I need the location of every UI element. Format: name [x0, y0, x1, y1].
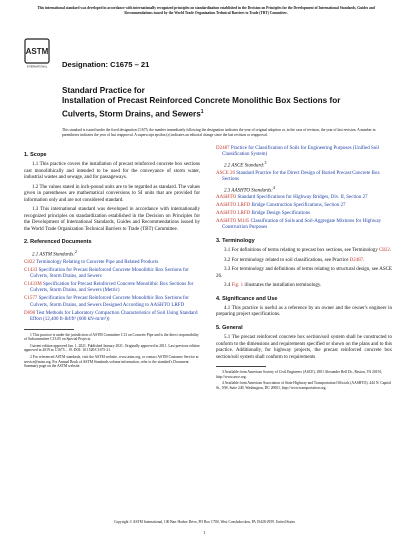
para-4-1: 4.1 This practice is useful as a reference by an owner and the owner's engineer in preparing project specifications.	[216, 305, 392, 318]
para-1-3: 1.3 This international standard was developed in accordance with internationally recognized principles on standardization established in the Decision on Principles for the Development of International Standards, Guides and Recommendations issued by the World Trade Organization Technical Barriers to Trade (TBT) Committee.	[24, 207, 200, 232]
section-3-heading: 3. Terminology	[216, 237, 255, 244]
reference-item[interactable]: C1433M Specification for Precast Reinforced Concrete Monolithic Box Sections for Culverts, Storm Drains, and Sewers (Metric)	[24, 281, 194, 294]
footnote-1: 1 This practice is under the jurisdiction of ASTM Committee C13 on Concrete Pipe and is the direct responsibility of Subcommittee C13.05 on Special Projects.	[24, 332, 199, 342]
footnote-4: 4 Available from American Association of State Highway and Transportation Officials (AASHTO), 444 N. Capitol St., NW, Suite 249, Washington, DC 20001, http://www.transportation.org.	[216, 381, 392, 390]
document-title	[62, 86, 362, 120]
title-footnote-mark: 1	[200, 108, 204, 115]
asce-standard-label: 2.2 ASCE Standard:$^3$	[224, 160, 267, 170]
link-d2487[interactable]: D2487	[349, 257, 364, 263]
svg-text:INTERNATIONAL: INTERNATIONAL	[26, 65, 48, 69]
reference-item[interactable]: C822 Terminology Relating to Concrete Pipe and Related Products	[24, 259, 159, 265]
para-3-1: 3.1 For definitions of terms relating to precast box sections, see Terminology C822.	[224, 248, 392, 254]
reference-item[interactable]: ASCE 26 Standard Practice for the Direct Design of Buried Precast Concrete Box Sections	[216, 170, 380, 182]
para-1-2: 1.2 The values stated in inch-pound units are to be regarded as standard. The values given in parentheses are mathematical conversions to SI units that are provided for information only and are not considered standard.	[24, 184, 200, 203]
link-c822[interactable]: C822	[379, 248, 390, 254]
section-2-heading: 2. Referenced Documents	[24, 238, 92, 245]
page-number: 1	[203, 530, 206, 535]
reference-item[interactable]: D2487 Practice for Classification of Soils for Engineering Purposes (Unified Soil Classification System)	[216, 146, 380, 158]
section-4-heading: 4. Significance and Use	[216, 295, 278, 302]
section-1-heading: 1. Scope	[24, 152, 47, 158]
reference-item[interactable]: AASHTO LRFD Bridge Construction Specifications, Section 27	[216, 202, 346, 208]
footnote-3: 3 Available from American Society of Civil Engineers (ASCE), 1801 Alexander Bell Dr., Reston, VA 20191, http://www.asce.org.	[216, 370, 383, 379]
footnote-1-edition: Current edition approved Jan. 1, 2021. Published January 2021. Originally approved in 2011. Last previous edition approved in 2019 as C1675 – 19. DOI: 10.1520/C1675-21.	[24, 343, 200, 353]
footnote-2: 2 For referenced ASTM standards, visit the ASTM website, www.astm.org, or contact ASTM Customer Service at service@astm.org. For Annual Book of ASTM Standards volume information, refer to the standard's Document Summary page on the ASTM website.	[24, 355, 199, 369]
footnote-divider	[24, 329, 74, 330]
title-line-1: Standard Practice for	[62, 86, 145, 95]
svg-text:ASTM: ASTM	[25, 47, 49, 56]
aashto-standards-label: 2.3 AASHTO Standards:$^4$	[224, 184, 276, 194]
astm-reference-list	[24, 260, 200, 324]
para-1-1: 1.1 This practice covers the installation of precast reinforced concrete box sections cast monolithically and intended to be used for the conveyance of storm water, industrial wastes and sewage, and for passageways.	[24, 162, 200, 181]
standard-issue-note: This standard is issued under the fixed designation C1675; the number immediately following the designation indicates the year of original adoption or, in the case of revision, the year of last revision. A number in parentheses indicates the year of last reapproval. A superscript epsilon (ε) indicates an editorial change since the last revision or reapproval.	[62, 128, 376, 137]
reference-item[interactable]: AASHTO LRFD Bridge Design Specifications	[216, 210, 311, 216]
reference-item[interactable]: D698 Test Methods for Laboratory Compaction Characteristics of Soil Using Standard Effort (12,400 ft-lbf/ft³ (600 kN-m/m³))	[24, 310, 198, 323]
section-5-heading: 5. General	[216, 324, 243, 331]
astm-standards-label: 2.1 ASTM Standards:$^2$	[32, 249, 77, 259]
reference-item[interactable]: C1433 Specification for Precast Reinforced Concrete Monolithic Box Sections for Culverts, Storm Drains, and Sewers	[24, 267, 189, 279]
reference-item[interactable]: C1577 Specification for Precast Reinforced Concrete Monolithic Box Sections for Culverts, Storm Drains, and Sewers Designed According to AASHTO LRFD	[24, 296, 189, 308]
astm-logo-icon	[24, 38, 50, 69]
footnote-divider	[216, 366, 266, 367]
para-3-4: 3.4 Fig. 1 illustrates the installation terminology.	[224, 283, 322, 289]
left-column	[24, 146, 200, 371]
link-fig-1[interactable]: Fig. 1	[231, 283, 244, 289]
title-line-2	[62, 96, 362, 120]
designation: Designation: C1675 – 21	[62, 60, 150, 69]
right-column	[216, 146, 392, 393]
para-3-2: 3.2 For terminology related to soil classifications, see Practice D2487.	[224, 257, 365, 263]
reference-item[interactable]: AASHTO M145 Classification of Soils and Soil-Aggregate Mixtures for Highway Construction Purposes	[216, 218, 382, 231]
international-standard-note: This international standard was developed in accordance with internationally recognized principles on standardization established in the Decision on Principles for the Development of International Standards, Guides and Recommendations issued by the World Trade Organization Technical Barriers to Trade (TBT) Committee.	[37, 6, 375, 15]
title-main: Installation of Precast Reinforced Concrete Monolithic Box Sections for Culverts, Storm Drains, and Sewers	[62, 96, 341, 119]
copyright-footer: Copyright © ASTM International, 100 Barr Harbor Drive, PO Box C700, West Conshohocken, PA 19428-2959. United States	[113, 520, 296, 524]
para-3-3: 3.3 For terminology and definitions of terms relating to structural design, see ASCE 26.	[216, 267, 392, 279]
reference-item[interactable]: AASHTO Standard Specifications for Highway Bridges, Div. II, Section 27	[216, 195, 368, 201]
para-5-1: 5.1 The precast reinforced concrete box section/soil system shall be constructed to conform to the dimensions and requirements specified or shown on the plans and to this practice. Additionally, for highway projects, the precast reinforced concrete box section/soil system shall conform to requirements	[216, 335, 392, 360]
